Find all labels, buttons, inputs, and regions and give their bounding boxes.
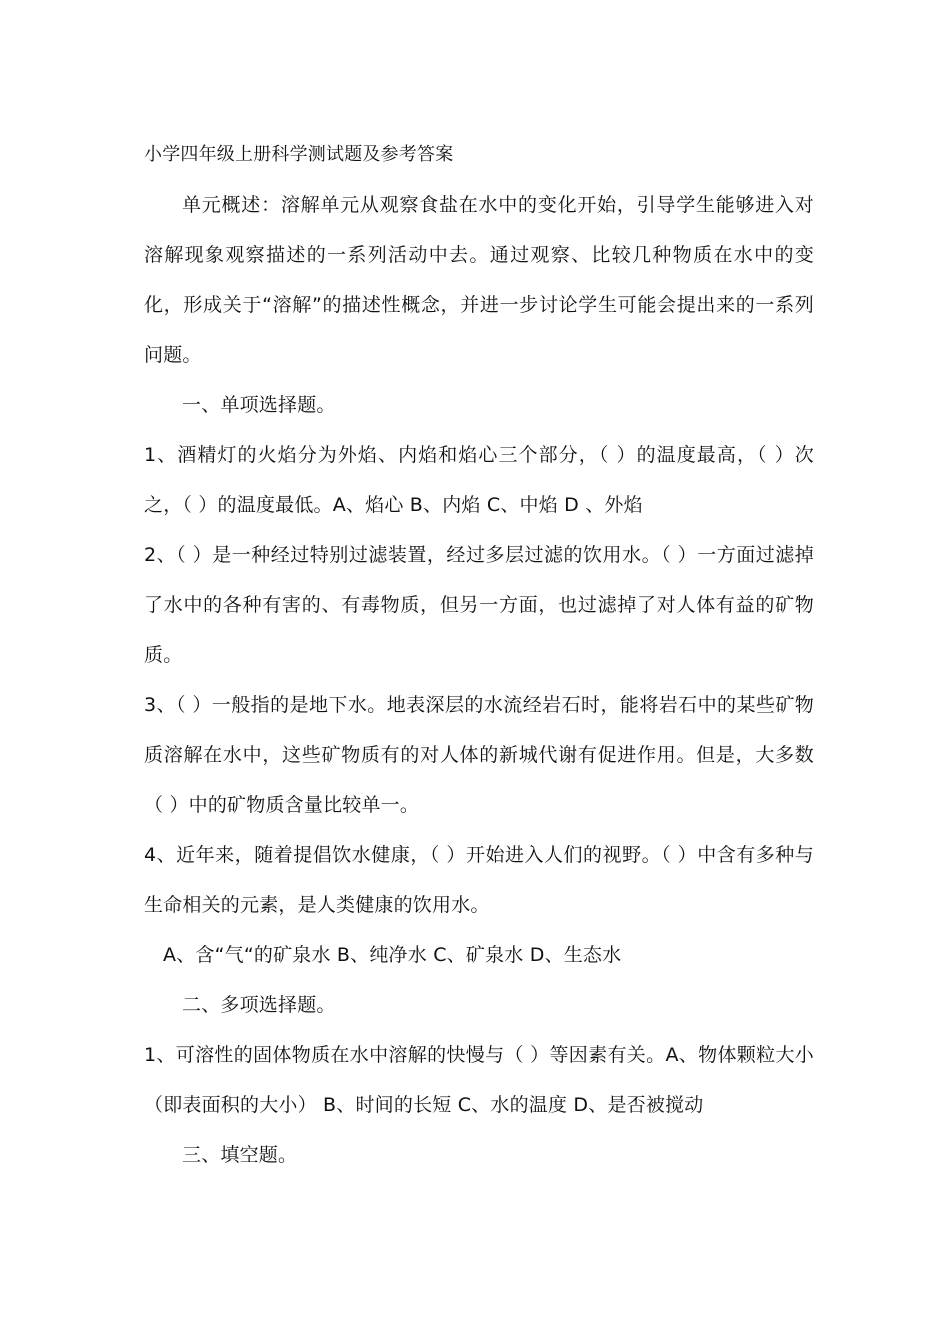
section-heading-multiple-choice: 二、多项选择题。: [182, 994, 336, 1016]
section-heading-single-choice: 一、单项选择题。: [182, 394, 336, 416]
document-body: [144, 130, 814, 1180]
question-multiple-1: 1、可溶性的固体物质在水中溶解的快慢与（ ）等因素有关。A、物体颗粒大小（即表面积的大小） B、时间的长短 C、水的温度 D、是否被搅动: [144, 1044, 814, 1116]
question-single-4: 4、近年来，随着提倡饮水健康，（ ）开始进入人们的视野。（ ）中含有多种与生命相关的元素，是人类健康的饮用水。: [144, 844, 814, 916]
question-single-1: 1、酒精灯的火焰分为外焰、内焰和焰心三个部分，（ ）的温度最高，（ ）次之，（ ）的温度最低。A、焰心 B、内焰 C、中焰 D 、外焰: [144, 444, 814, 516]
question-single-2: 2、（ ）是一种经过特别过滤装置，经过多层过滤的饮用水。（ ）一方面过滤掉了水中的各种有害的、有毒物质，但另一方面，也过滤掉了对人体有益的矿物质。: [144, 544, 814, 666]
document-title: 小学四年级上册科学测试题及参考答案: [144, 144, 454, 165]
unit-overview-paragraph: 单元概述：溶解单元从观察食盐在水中的变化开始，引导学生能够进入对溶解现象观察描述的一系列活动中去。通过观察、比较几种物质在水中的变化，形成关于“溶解”的描述性概念，并进一步讨论学生可能会提出来的一系列问题。: [144, 194, 814, 366]
question-single-options: A、含“气“的矿泉水 B、纯净水 C、矿泉水 D、生态水: [163, 944, 622, 966]
question-single-3: 3、（ ）一般指的是地下水。地表深层的水流经岩石时，能将岩石中的某些矿物质溶解在水中，这些矿物质有的对人体的新城代谢有促进作用。但是，大多数（ ）中的矿物质含量比较单一。: [144, 694, 814, 816]
section-heading-fill-blank: 三、填空题。: [182, 1144, 298, 1166]
